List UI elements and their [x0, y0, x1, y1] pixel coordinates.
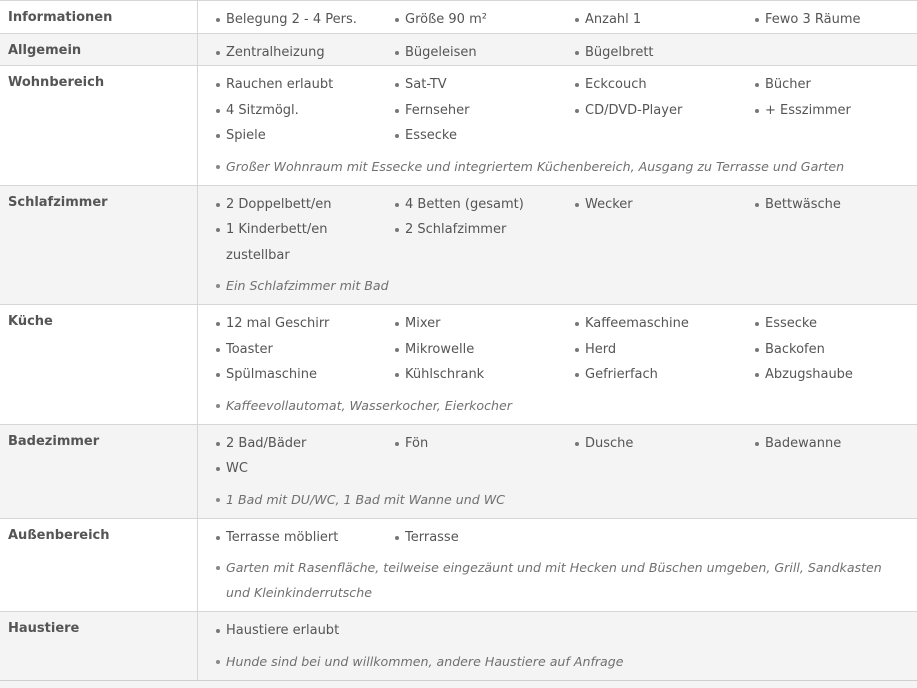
amenity-item: Backofen	[754, 337, 914, 363]
amenity-item: 4 Betten (gesamt)	[394, 192, 574, 218]
section-row	[0, 424, 917, 518]
section-content	[198, 518, 917, 612]
amenity-item: Zentralheizung	[215, 40, 394, 66]
amenity-item: Sat-TV	[394, 72, 574, 98]
amenity-item: Terrasse	[394, 525, 574, 551]
amenity-item: 2 Bad/Bäder	[215, 431, 394, 457]
section-note: 1 Bad mit DU/WC, 1 Bad mit Wanne und WC	[198, 487, 917, 512]
section-content	[198, 33, 917, 66]
section-row	[0, 33, 917, 66]
amenity-item: 1 Kinderbett/en zustellbar	[215, 217, 394, 268]
amenity-item: Badewanne	[754, 431, 914, 457]
section-row	[0, 66, 917, 186]
amenity-item: Bügeleisen	[394, 40, 574, 66]
section-content	[198, 612, 917, 680]
amenity-item: Toaster	[215, 337, 394, 363]
amenity-item: Abzugshaube	[754, 362, 914, 388]
amenity-list	[198, 618, 917, 644]
section-row	[0, 1, 917, 34]
section-title: Küche	[0, 305, 198, 425]
section-title: Schlafzimmer	[0, 185, 198, 305]
amenity-item: Fön	[394, 431, 574, 457]
amenity-item: Dusche	[574, 431, 754, 457]
amenity-list	[198, 7, 917, 33]
table-footer-strip	[0, 681, 917, 688]
section-content	[198, 185, 917, 305]
amenity-item: Terrasse möbliert	[215, 525, 394, 551]
section-title: Haustiere	[0, 612, 198, 680]
amenity-item: Kaffeemaschine	[574, 311, 754, 337]
amenity-item: Bücher	[754, 72, 914, 98]
amenity-list	[198, 72, 917, 149]
section-note: Ein Schlafzimmer mit Bad	[198, 273, 917, 298]
section-row	[0, 185, 917, 305]
section-title: Wohnbereich	[0, 66, 198, 186]
amenity-item: Fewo 3 Räume	[754, 7, 914, 33]
amenity-item: Gefrierfach	[574, 362, 754, 388]
amenity-item: Mikrowelle	[394, 337, 574, 363]
amenity-item: Mixer	[394, 311, 574, 337]
section-content	[198, 424, 917, 518]
amenity-item: Größe 90 m²	[394, 7, 574, 33]
section-content	[198, 66, 917, 186]
amenity-item: Spiele	[215, 123, 394, 149]
amenity-item: Anzahl 1	[574, 7, 754, 33]
section-note: Kaffeevollautomat, Wasserkocher, Eierkocher	[198, 393, 917, 418]
amenity-item: Haustiere erlaubt	[215, 618, 394, 644]
amenity-list	[198, 40, 917, 66]
amenity-item: 4 Sitzmögl.	[215, 98, 394, 124]
amenity-item: Herd	[574, 337, 754, 363]
amenity-list	[198, 192, 917, 269]
amenity-item: 2 Doppelbett/en	[215, 192, 394, 218]
amenity-item: 12 mal Geschirr	[215, 311, 394, 337]
amenity-item: CD/DVD-Player	[574, 98, 754, 124]
section-row	[0, 612, 917, 680]
section-row	[0, 518, 917, 612]
amenity-item: Kühlschrank	[394, 362, 574, 388]
amenity-item: Eckcouch	[574, 72, 754, 98]
amenities-rows	[0, 1, 917, 680]
section-note: Garten mit Rasenfläche, teilweise eingezäunt und mit Hecken und Büschen umgeben, Grill, Sandkasten und Kleinkinderrutsche	[198, 555, 917, 605]
amenity-item: Wecker	[574, 192, 754, 218]
section-title: Badezimmer	[0, 424, 198, 518]
amenity-item: Bügelbrett	[574, 40, 754, 66]
section-title: Außenbereich	[0, 518, 198, 612]
amenity-list	[198, 311, 917, 388]
section-title: Informationen	[0, 1, 198, 34]
amenity-item: Essecke	[754, 311, 914, 337]
amenity-item: + Esszimmer	[754, 98, 914, 124]
amenity-item: 2 Schlafzimmer	[394, 217, 574, 268]
section-title: Allgemein	[0, 33, 198, 66]
amenity-item: Fernseher	[394, 98, 574, 124]
amenity-list	[198, 431, 917, 482]
amenity-item: Essecke	[394, 123, 574, 149]
amenity-item: Belegung 2 - 4 Pers.	[215, 7, 394, 33]
amenity-item: Rauchen erlaubt	[215, 72, 394, 98]
amenity-item: Spülmaschine	[215, 362, 394, 388]
section-content	[198, 1, 917, 34]
section-row	[0, 305, 917, 425]
amenity-item: Bettwäsche	[754, 192, 914, 218]
section-note: Großer Wohnraum mit Essecke und integriertem Küchenbereich, Ausgang zu Terrasse und Garten	[198, 154, 917, 179]
amenity-list	[198, 525, 917, 551]
amenity-item: WC	[215, 456, 394, 482]
section-note: Hunde sind bei und willkommen, andere Haustiere auf Anfrage	[198, 649, 917, 674]
section-content	[198, 305, 917, 425]
